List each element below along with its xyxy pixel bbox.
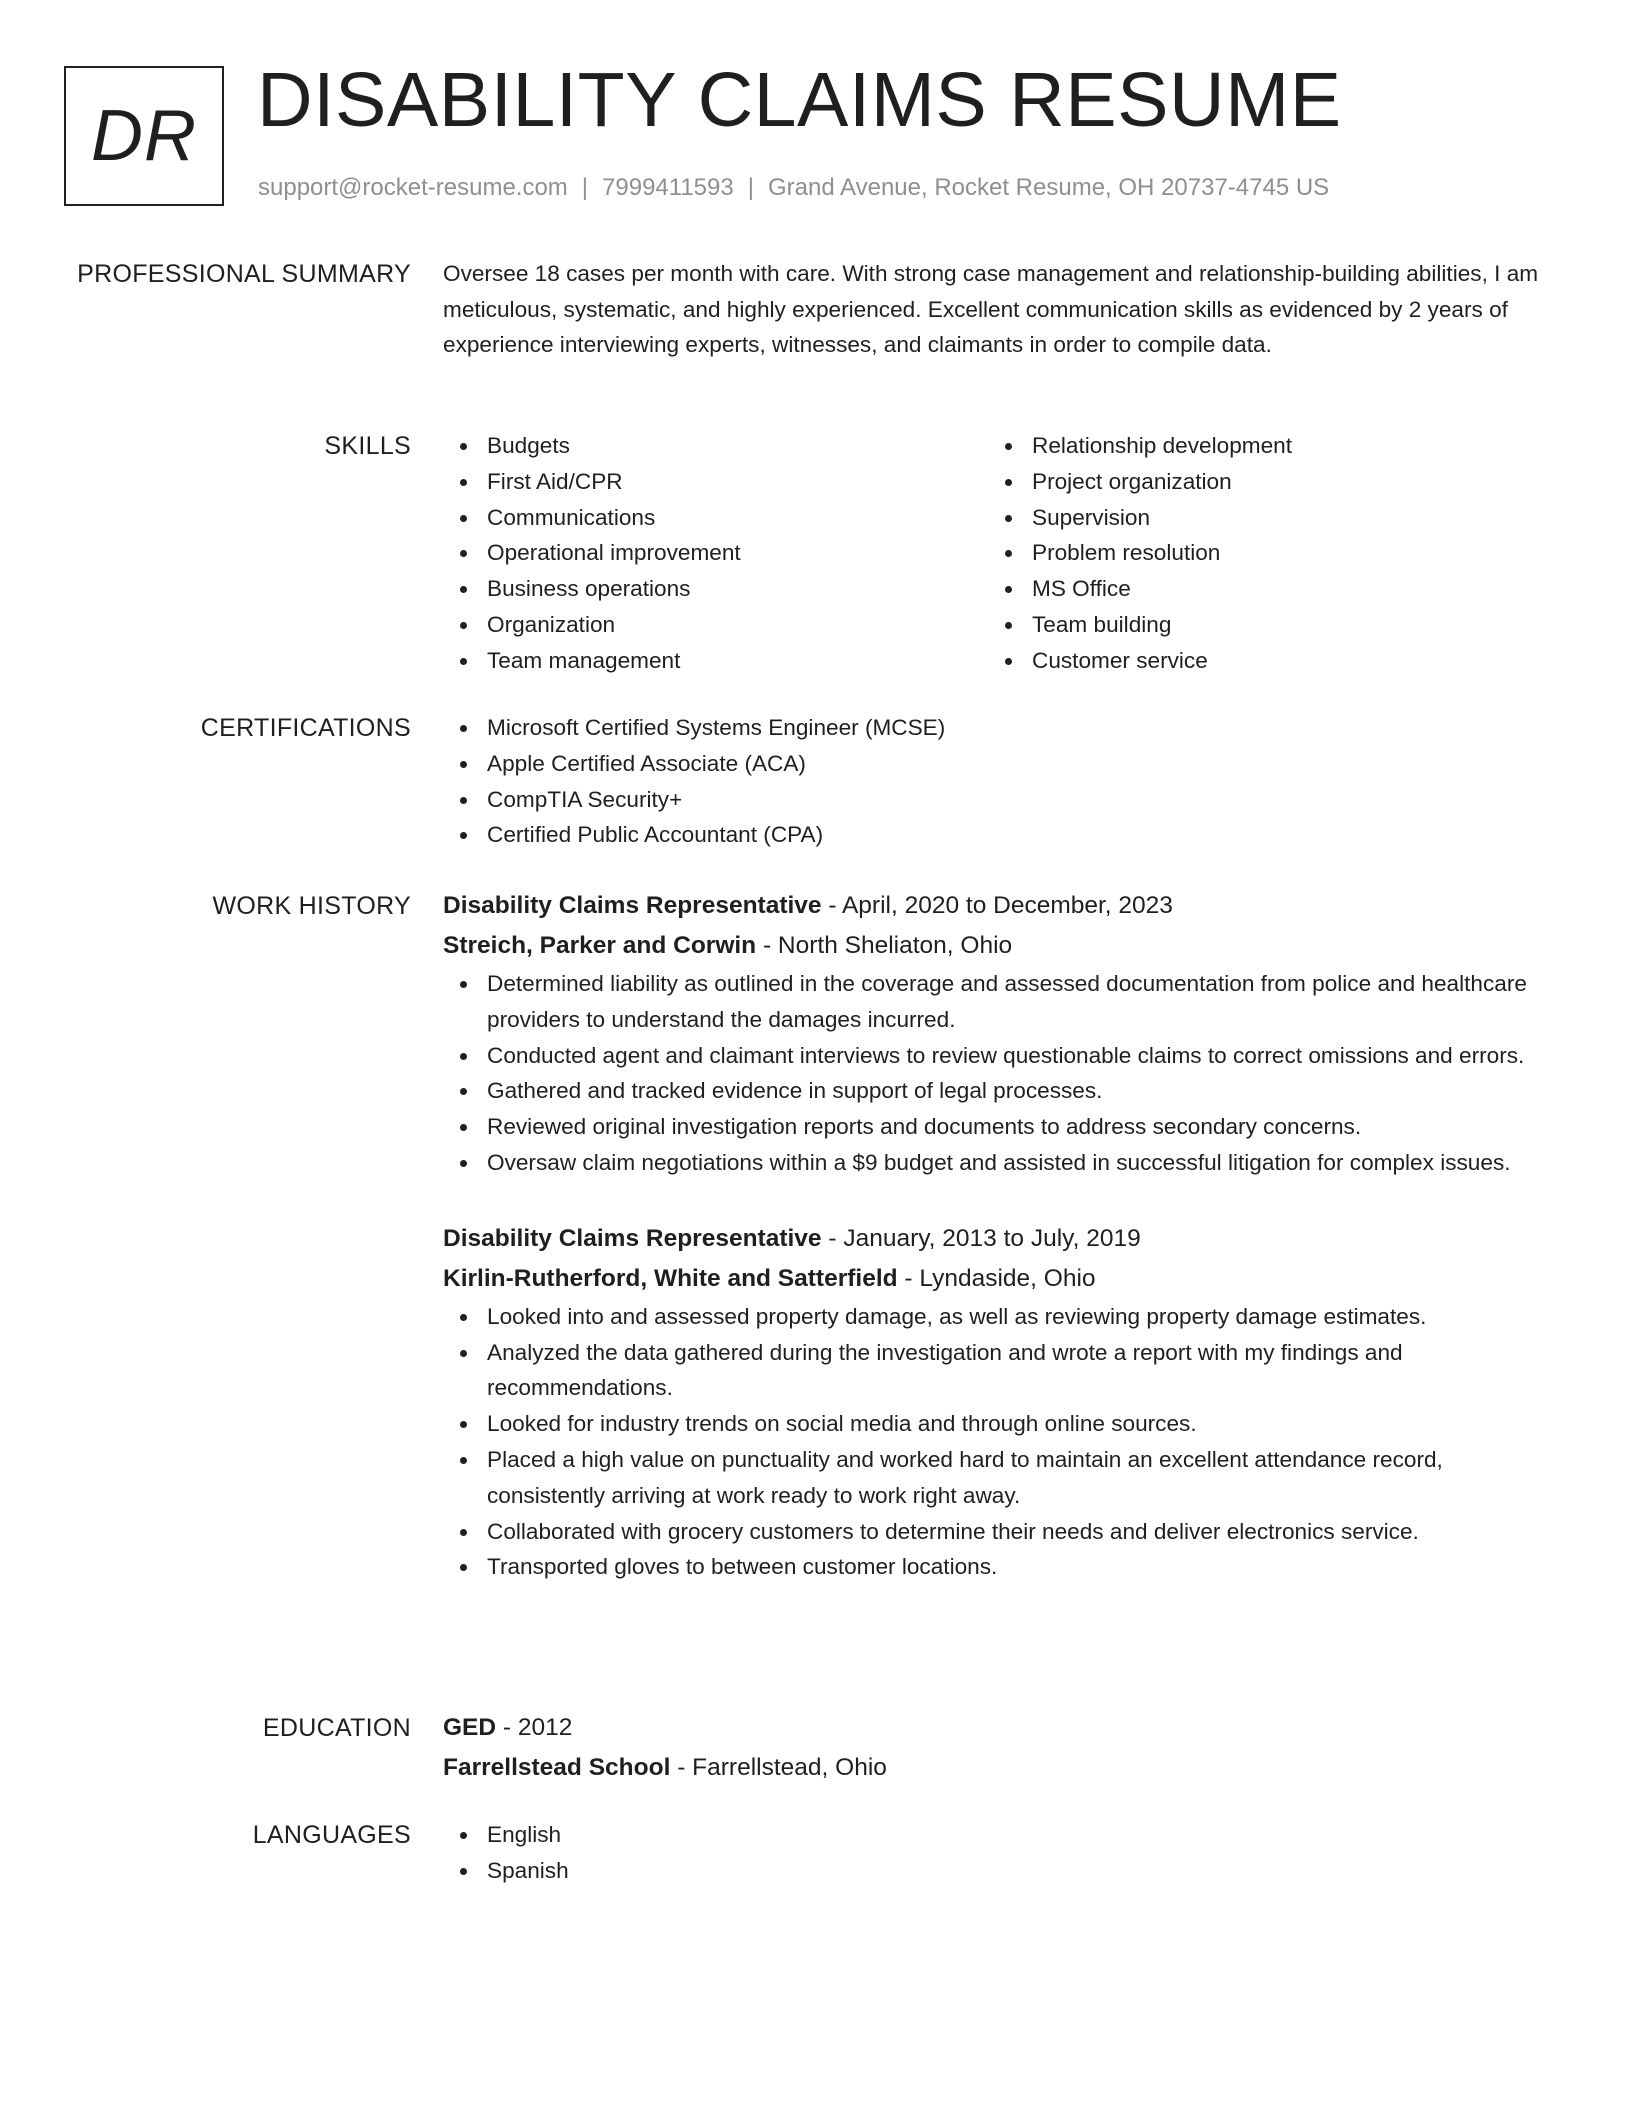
section-title-summary: PROFESSIONAL SUMMARY (77, 260, 411, 288)
contact-line (258, 174, 1329, 202)
certification-item: CompTIA Security+ (443, 782, 1558, 818)
job-company-line (443, 1259, 1558, 1299)
job-bullet-list (443, 966, 1558, 1181)
languages-list (443, 1817, 1558, 1889)
contact-separator: | (747, 174, 754, 201)
section-title-skills: SKILLS (324, 432, 411, 460)
job-title-line (443, 886, 1558, 926)
job-company: Kirlin-Rutherford, White and Satterfield (443, 1264, 898, 1292)
job-company-line (443, 926, 1558, 966)
job-role: Disability Claims Representative (443, 1224, 822, 1252)
skill-item: Budgets (443, 428, 988, 464)
skill-item: Organization (443, 607, 988, 643)
monogram-badge (64, 66, 224, 206)
education-school: Farrellstead School (443, 1754, 671, 1781)
skill-item: Customer service (988, 643, 1533, 679)
education-degree-line (443, 1708, 1558, 1748)
job-bullet: Collaborated with grocery customers to determine their needs and deliver electronics service. (443, 1514, 1558, 1550)
skills-grid (443, 428, 1558, 679)
job-location: - North Sheliaton, Ohio (756, 932, 1013, 959)
work-history-body (443, 886, 1558, 1585)
job-bullet: Placed a high value on punctuality and worked hard to maintain an excellent attendance record, consistently arriving at work ready to work right away. (443, 1442, 1558, 1514)
section-title-certifications: CERTIFICATIONS (200, 714, 411, 742)
education-year: - 2012 (496, 1714, 573, 1741)
education-body (443, 1708, 1558, 1788)
job-entry (443, 886, 1558, 1181)
job-dates: - January, 2013 to July, 2019 (821, 1224, 1141, 1252)
skill-item: Business operations (443, 571, 988, 607)
skill-item: Problem resolution (988, 535, 1533, 571)
language-item: Spanish (443, 1853, 1558, 1889)
skill-item: Team management (443, 643, 988, 679)
skills-list-right (988, 428, 1533, 679)
skills-body (443, 428, 1558, 679)
skill-item: Relationship development (988, 428, 1533, 464)
job-company: Streich, Parker and Corwin (443, 932, 757, 959)
certification-item: Microsoft Certified Systems Engineer (MCSE) (443, 710, 1558, 746)
skill-item: Operational improvement (443, 535, 988, 571)
education-school-line (443, 1748, 1558, 1788)
skill-item: Supervision (988, 500, 1533, 536)
skills-list-left (443, 428, 988, 679)
section-title-languages: LANGUAGES (252, 1821, 411, 1849)
job-bullet: Analyzed the data gathered during the investigation and wrote a report with my findings and recommendations. (443, 1335, 1558, 1407)
monogram-initials: DR (91, 96, 197, 176)
language-item: English (443, 1817, 1558, 1853)
skill-item: First Aid/CPR (443, 464, 988, 500)
contact-separator: | (581, 174, 589, 201)
job-role: Disability Claims Representative (443, 892, 822, 919)
job-bullet: Gathered and tracked evidence in support of legal processes. (443, 1073, 1558, 1109)
job-dates: - April, 2020 to December, 2023 (821, 892, 1173, 919)
skill-item: Communications (443, 500, 988, 536)
summary-body (443, 260, 1558, 367)
job-bullet: Looked into and assessed property damage, as well as reviewing property damage estimates. (443, 1299, 1558, 1335)
certifications-body (443, 710, 1558, 853)
education-location: - Farrellstead, Ohio (670, 1754, 887, 1781)
languages-body (443, 1817, 1558, 1889)
job-bullet: Oversaw claim negotiations within a $9 budget and assisted in successful litigation for complex issues. (443, 1145, 1558, 1181)
job-bullet: Conducted agent and claimant interviews to review questionable claims to correct omissions and errors. (443, 1038, 1558, 1074)
job-entry (443, 1219, 1558, 1585)
resume-title: DISABILITY CLAIMS RESUME (257, 57, 1342, 143)
section-title-work-history: WORK HISTORY (212, 892, 411, 920)
job-bullet: Determined liability as outlined in the coverage and assessed documentation from police and healthcare providers to understand the damages incurred. (443, 966, 1558, 1038)
skill-item: MS Office (988, 571, 1533, 607)
job-title-line (443, 1219, 1558, 1259)
contact-phone[interactable]: 7999411593 (602, 174, 734, 201)
job-bullet-list (443, 1299, 1558, 1585)
certifications-list (443, 710, 1558, 853)
job-bullet: Looked for industry trends on social media and through online sources. (443, 1406, 1558, 1442)
job-bullet: Transported gloves to between customer locations. (443, 1549, 1558, 1585)
skill-item: Team building (988, 607, 1533, 643)
contact-address: Grand Avenue, Rocket Resume, OH 20737-4745 US (767, 174, 1330, 201)
summary-text: Oversee 18 cases per month with care. With strong case management and relationship-building abilities, I am meticulous, systematic, and highly experienced. Excellent communication skills as evidenced by 2 years of experience interviewing experts, witnesses, and claimants in order to compile data. (443, 261, 1539, 358)
job-bullet: Reviewed original investigation reports and documents to address secondary concerns. (443, 1109, 1558, 1145)
certification-item: Apple Certified Associate (ACA) (443, 746, 1558, 782)
education-degree: GED (443, 1714, 497, 1741)
contact-email[interactable]: support@rocket-resume.com (258, 174, 568, 201)
skill-item: Project organization (988, 464, 1533, 500)
certification-item: Certified Public Accountant (CPA) (443, 817, 1558, 853)
job-location: - Lyndaside, Ohio (897, 1264, 1096, 1292)
section-title-education: EDUCATION (262, 1714, 411, 1742)
